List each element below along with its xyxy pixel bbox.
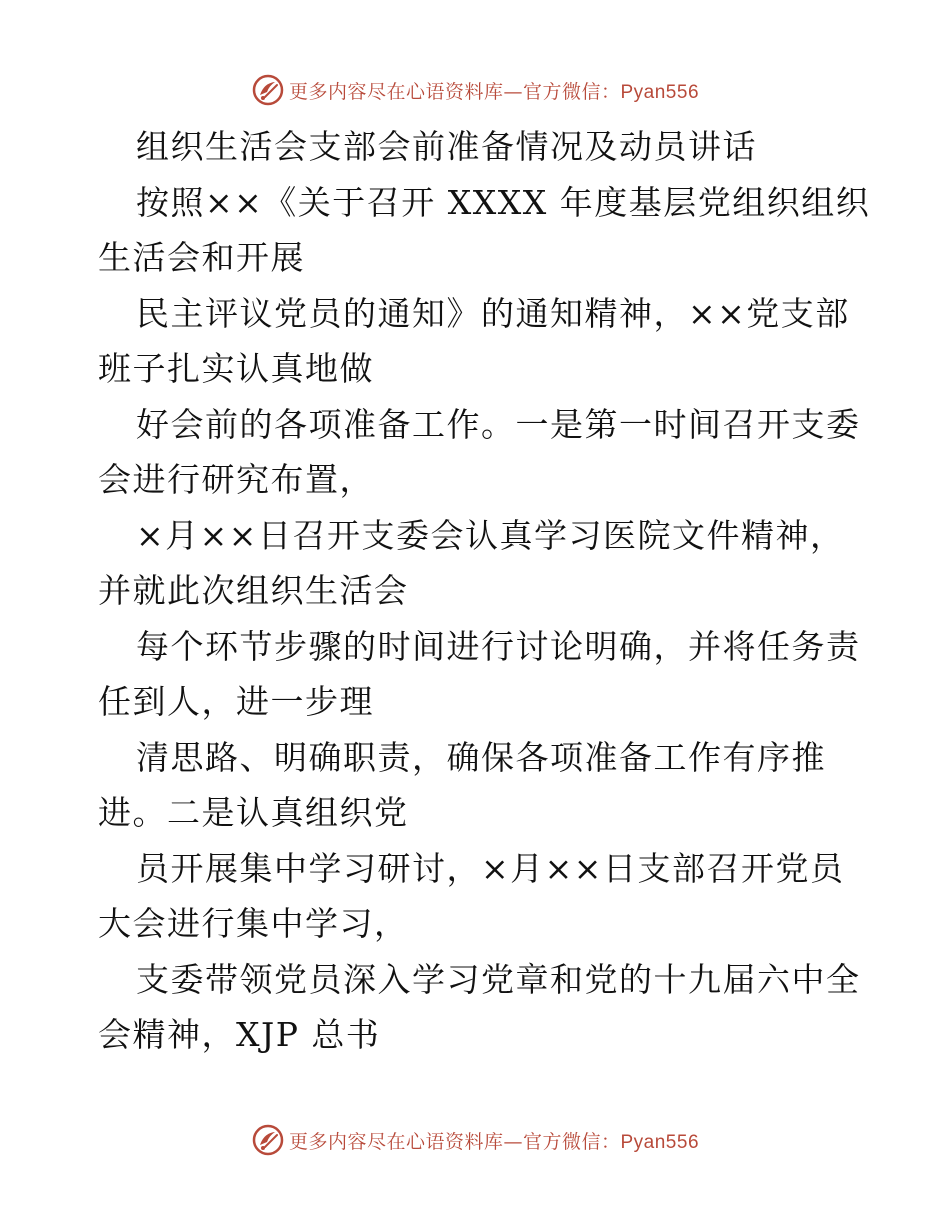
brand-logo-icon — [251, 1123, 285, 1157]
text-line: 每个环节步骤的时间进行讨论明确，并将任务责 — [136, 626, 861, 666]
text-line: 任到人，进一步理 — [98, 682, 374, 721]
text-line: 员开展集中学习研讨，×月××日支部召开党员 — [136, 848, 845, 888]
text-line: 班子扎实认真地做 — [98, 349, 374, 388]
document-body — [98, 119, 871, 1063]
watermark-label: 更多内容尽在心语资料库—官方微信： — [288, 1130, 621, 1153]
watermark-text — [289, 1127, 699, 1154]
text-line: 进。二是认真组织党 — [98, 793, 409, 832]
text-line: 组织生活会支部会前准备情况及动员讲话 — [136, 127, 757, 166]
header-watermark — [0, 70, 950, 110]
text-line: 支委带领党员深入学习党章和党的十九届六中全 — [136, 959, 861, 999]
footer-watermark — [0, 1120, 950, 1160]
text-line: ×月××日召开支委会认真学习医院文件精神， — [136, 515, 845, 555]
text-line: 好会前的各项准备工作。一是第一时间召开支委 — [136, 404, 861, 444]
watermark-wechat-id: Pyan556 — [620, 81, 700, 103]
text-line: 会精神，XJP 总书 — [98, 1015, 381, 1054]
text-line: 会进行研究布置， — [98, 460, 374, 499]
text-line: 清思路、明确职责，确保各项准备工作有序推 — [136, 737, 826, 777]
text-line: 生活会和开展 — [98, 238, 305, 277]
watermark-text — [289, 77, 699, 104]
text-line: 大会进行集中学习， — [98, 904, 409, 943]
watermark-wechat-id: Pyan556 — [620, 1131, 700, 1153]
text-line: 并就此次组织生活会 — [98, 571, 409, 610]
text-line: 民主评议党员的通知》的通知精神，××党支部 — [136, 293, 850, 333]
brand-logo-icon — [251, 73, 285, 107]
watermark-label: 更多内容尽在心语资料库—官方微信： — [288, 80, 621, 103]
text-line: 按照××《关于召开 XXXX 年度基层党组织组织 — [136, 182, 871, 222]
